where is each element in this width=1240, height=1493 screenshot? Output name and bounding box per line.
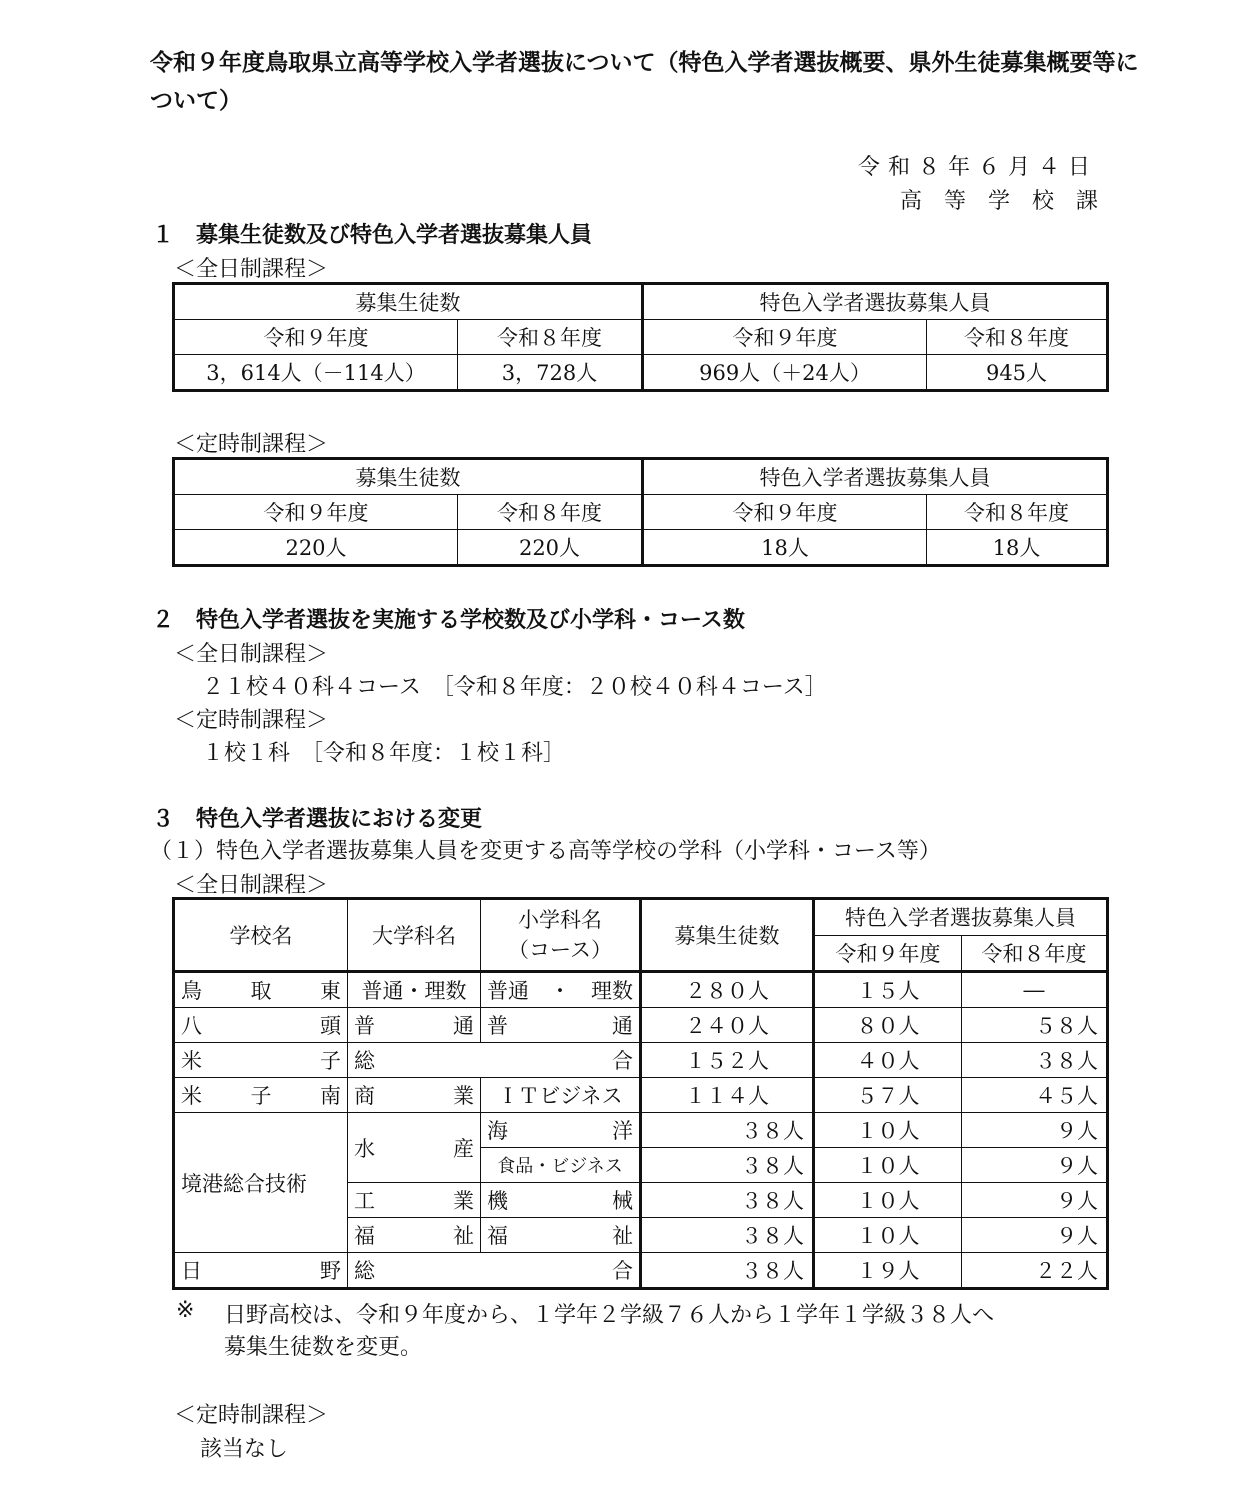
row-boshu: ２８０人: [641, 972, 814, 1008]
row-r9: １５人: [814, 972, 962, 1008]
document-title: 令和９年度鳥取県立高等学校入学者選抜について（特色入学者選抜概要、県外生徒募集概要等について）: [150, 50, 1139, 114]
section-1-parttime-table: [172, 457, 1109, 567]
section-2-fulltime-text: ２１校４０科４コース ［令和８年度：２０校４０科４コース］: [202, 675, 827, 700]
row-school: 米 子: [174, 1043, 348, 1078]
header-boshu: 募集生徒数: [641, 899, 814, 972]
row-r9: １０人: [814, 1183, 962, 1218]
header-r9: 令和９年度: [643, 320, 927, 355]
parttime-toku-r9: 18人: [643, 530, 927, 566]
row-school: 境港総合技術: [174, 1113, 348, 1253]
section-2-heading: ２ 特色入学者選抜を実施する学校数及び小学科・コース数: [152, 608, 745, 633]
row-r9: ４０人: [814, 1043, 962, 1078]
row-r8: ９人: [962, 1113, 1108, 1148]
row-r8: ４５人: [962, 1078, 1108, 1113]
header-r8: 令和８年度: [927, 495, 1108, 530]
row-r9: ５７人: [814, 1078, 962, 1113]
row-shogakka: 機 械: [481, 1183, 641, 1218]
section-3-parttime-text: 該当なし: [200, 1437, 289, 1462]
row-boshu: ３８人: [641, 1113, 814, 1148]
header-shogakka-line2: （コース）: [508, 938, 612, 962]
row-r9: １０人: [814, 1148, 962, 1183]
note-line-2: 募集生徒数を変更。: [224, 1335, 423, 1360]
row-r8: ―: [962, 972, 1108, 1008]
section-3-subheading: （１）特色入学者選抜募集人員を変更する高等学校の学科（小学科・コース等）: [150, 839, 941, 864]
section-1-heading: １ 募集生徒数及び特色入学者選抜募集人員: [152, 223, 593, 248]
row-r9: ８０人: [814, 1008, 962, 1043]
parttime-toku-r8: 18人: [927, 530, 1108, 566]
section-3-change-table: [172, 897, 1109, 1290]
row-shogakka: 普通 ・ 理数: [481, 972, 641, 1008]
row-boshu: １１４人: [641, 1078, 814, 1113]
header-r9: 令和９年度: [643, 495, 927, 530]
section-1-parttime-label: ＜定時制課程＞: [174, 432, 329, 457]
row-shogakka: 海 洋: [481, 1113, 641, 1148]
note-line-1: 日野高校は、令和９年度から、１学年２学級７６人から１学年１学級３８人へ: [224, 1303, 995, 1328]
row-school: 米 子 南: [174, 1078, 348, 1113]
section-1-fulltime-table: [172, 282, 1109, 392]
row-daigakka: 商 業: [348, 1078, 481, 1113]
row-r8: ３８人: [962, 1043, 1108, 1078]
row-school: 鳥 取 東: [174, 972, 348, 1008]
note-mark: ※: [176, 1298, 195, 1323]
header-boshu: 募集生徒数: [174, 284, 643, 320]
section-3-heading: ３ 特色入学者選抜における変更: [152, 807, 483, 832]
row-daigakka: 総 合: [348, 1043, 641, 1078]
row-r8: ９人: [962, 1183, 1108, 1218]
row-r9: １０人: [814, 1218, 962, 1253]
row-school: 八 頭: [174, 1008, 348, 1043]
row-r8: ２２人: [962, 1253, 1108, 1289]
parttime-boshu-r9: 220人: [174, 530, 458, 566]
header-r9: 令和９年度: [174, 495, 458, 530]
row-boshu: ３８人: [641, 1148, 814, 1183]
section-2-parttime-label: ＜定時制課程＞: [174, 708, 329, 733]
parttime-boshu-r8: 220人: [458, 530, 643, 566]
row-daigakka: 水 産: [348, 1113, 481, 1183]
row-r8: ９人: [962, 1218, 1108, 1253]
header-shogakka: [481, 899, 641, 972]
row-daigakka: 普通・理数: [348, 972, 481, 1008]
section-3-fulltime-label: ＜全日制課程＞: [174, 873, 329, 898]
row-daigakka: 工 業: [348, 1183, 481, 1218]
section-1-fulltime-label: ＜全日制課程＞: [174, 257, 329, 282]
fulltime-toku-r8: 945人: [927, 355, 1108, 391]
header-r8: 令和８年度: [927, 320, 1108, 355]
row-boshu: ３８人: [641, 1253, 814, 1289]
row-r8: ５８人: [962, 1008, 1108, 1043]
header-shogakka-line1: 小学科名: [518, 908, 602, 932]
header-tokushoku: 特色入学者選抜募集人員: [814, 899, 1108, 936]
fulltime-boshu-r9: 3，614人（－114人）: [174, 355, 458, 391]
section-3-parttime-label: ＜定時制課程＞: [174, 1403, 329, 1428]
fulltime-toku-r9: 969人（＋24人）: [643, 355, 927, 391]
header-boshu: 募集生徒数: [174, 459, 643, 495]
row-shogakka: ＩＴビジネス: [481, 1078, 641, 1113]
row-boshu: ３８人: [641, 1218, 814, 1253]
row-boshu: １５２人: [641, 1043, 814, 1078]
row-school: 日 野: [174, 1253, 348, 1289]
row-shogakka: 普 通: [481, 1008, 641, 1043]
row-shogakka: 福 祉: [481, 1218, 641, 1253]
row-r8: ９人: [962, 1148, 1108, 1183]
header-tokushoku: 特色入学者選抜募集人員: [643, 284, 1108, 320]
row-boshu: ２４０人: [641, 1008, 814, 1043]
header-r9: 令和９年度: [174, 320, 458, 355]
row-r9: １９人: [814, 1253, 962, 1289]
row-daigakka: 普 通: [348, 1008, 481, 1043]
row-shogakka: 食品・ビジネス: [481, 1148, 641, 1183]
row-daigakka: 福 祉: [348, 1218, 481, 1253]
header-r8: 令和８年度: [458, 320, 643, 355]
row-daigakka: 総 合: [348, 1253, 641, 1289]
row-r9: １０人: [814, 1113, 962, 1148]
header-daigakka: 大学科名: [348, 899, 481, 972]
header-r9: 令和９年度: [814, 935, 962, 972]
header-school: 学校名: [174, 899, 348, 972]
section-2-fulltime-label: ＜全日制課程＞: [174, 642, 329, 667]
header-r8: 令和８年度: [962, 935, 1108, 972]
fulltime-boshu-r8: 3，728人: [458, 355, 643, 391]
section-2-parttime-text: １校１科 ［令和８年度：１校１科］: [202, 741, 566, 766]
header-tokushoku: 特色入学者選抜募集人員: [643, 459, 1108, 495]
header-r8: 令和８年度: [458, 495, 643, 530]
issuing-department: 高等学校課: [899, 189, 1120, 214]
issue-date: 令和８年６月４日: [857, 155, 1098, 180]
row-boshu: ３８人: [641, 1183, 814, 1218]
